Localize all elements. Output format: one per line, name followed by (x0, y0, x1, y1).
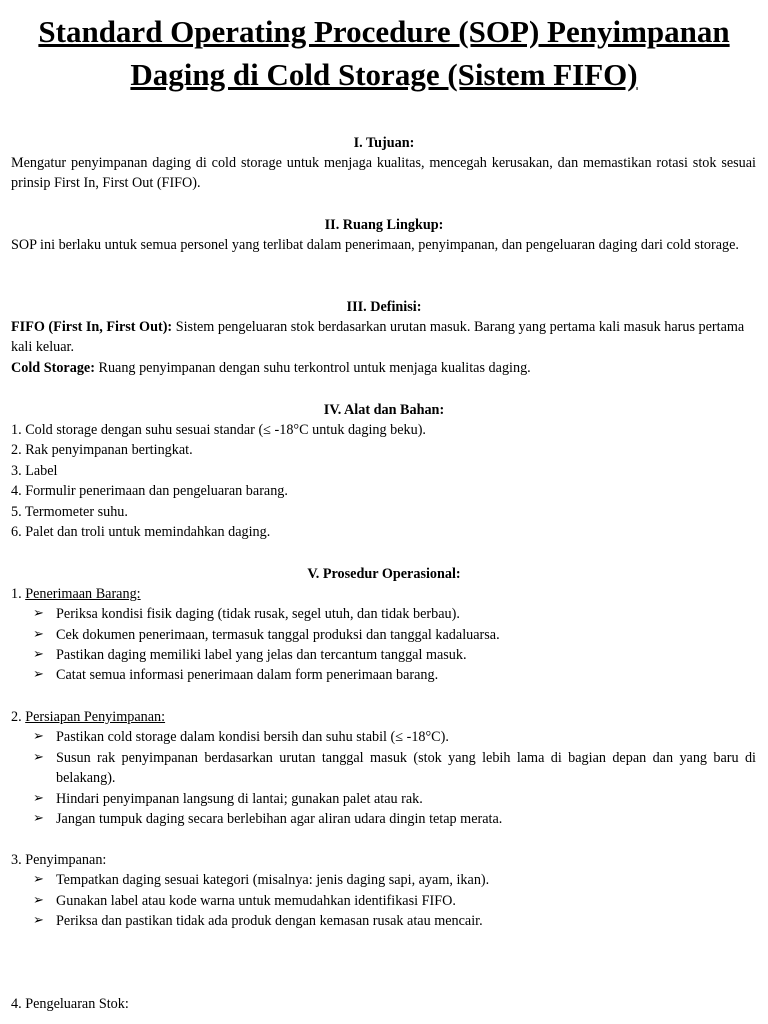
arrow-bullet-icon: ➢ (33, 749, 44, 764)
definition-fifo (11, 317, 756, 357)
definition-cold-storage (11, 358, 756, 378)
step-1-heading (11, 584, 756, 604)
list-item: Pastikan cold storage dalam kondisi bersih dan suhu stabil (≤ -18°C). (56, 729, 449, 745)
arrow-bullet-icon: ➢ (33, 871, 44, 886)
arrow-bullet-icon: ➢ (33, 892, 44, 907)
step-3-heading: 3. Penyimpanan: (11, 852, 107, 868)
section-heading-tujuan: I. Tujuan: (353, 135, 415, 151)
arrow-bullet-icon: ➢ (33, 666, 44, 681)
definition-term-cold-storage: Cold Storage: (11, 360, 95, 376)
list-item: 6. Palet dan troli untuk memindahkan daging. (11, 524, 271, 540)
list-item: 1. Cold storage dengan suhu sesuai standar (≤ -18°C untuk daging beku). (11, 422, 426, 438)
arrow-bullet-icon: ➢ (33, 912, 44, 927)
arrow-bullet-icon: ➢ (33, 810, 44, 825)
document-title (0, 10, 768, 96)
arrow-bullet-icon: ➢ (33, 646, 44, 661)
list-item: 4. Formulir penerimaan dan pengeluaran barang. (11, 483, 288, 499)
list-item: Susun rak penyimpanan berdasarkan urutan tanggal masuk (stok yang lebih lama di bagian depan dan yang baru di belakang). (56, 750, 756, 786)
title-line-1: Standard Operating Procedure (SOP) Penyimpanan (38, 14, 730, 49)
list-item: 3. Label (11, 463, 58, 479)
list-item: Hindari penyimpanan langsung di lantai; gunakan palet atau rak. (56, 791, 423, 807)
list-item: Pastikan daging memiliki label yang jelas dan tercantum tanggal masuk. (56, 647, 467, 663)
section-heading-prosedur: V. Prosedur Operasional: (307, 566, 461, 582)
definition-text-cold-storage: Ruang penyimpanan dengan suhu terkontrol untuk menjaga kualitas daging. (94, 360, 531, 376)
arrow-bullet-icon: ➢ (33, 790, 44, 805)
list-item: 2. Rak penyimpanan bertingkat. (11, 442, 193, 458)
list-item: Catat semua informasi penerimaan dalam form penerimaan barang. (56, 667, 439, 683)
list-item: Tempatkan daging sesuai kategori (misalnya: jenis daging sapi, ayam, ikan). (56, 872, 490, 888)
step-4-heading: 4. Pengeluaran Stok: (11, 996, 129, 1012)
list-item: Periksa dan pastikan tidak ada produk dengan kemasan rusak atau mencair. (56, 913, 483, 929)
list-item: Gunakan label atau kode warna untuk memudahkan identifikasi FIFO. (56, 893, 456, 909)
list-item: 5. Termometer suhu. (11, 504, 128, 520)
list-item: Periksa kondisi fisik daging (tidak rusak, segel utuh, dan tidak berbau). (56, 606, 460, 622)
arrow-bullet-icon: ➢ (33, 605, 44, 620)
step-1-title: Penerimaan Barang: (25, 586, 141, 602)
section-body-tujuan: Mengatur penyimpanan daging di cold storage untuk menjaga kualitas, mencegah kerusakan, dan memastikan rotasi stok sesuai prinsip First In, First Out (FIFO). (11, 155, 756, 191)
section-heading-definisi: III. Definisi: (346, 299, 422, 315)
definition-term-fifo: FIFO (First In, First Out): (11, 319, 173, 335)
list-item: Cek dokumen penerimaan, termasuk tanggal produksi dan tanggal kadaluarsa. (56, 627, 500, 643)
step-2-heading (11, 707, 756, 727)
section-body-ruang-lingkup: SOP ini berlaku untuk semua personel yang terlibat dalam penerimaan, penyimpanan, dan pengeluaran daging dari cold storage. (11, 237, 739, 253)
definition-text-fifo: Sistem pengeluaran stok berdasarkan urutan masuk. Barang yang pertama kali masuk harus pertama kali keluar. (11, 319, 745, 355)
step-2-number: 2. (11, 709, 26, 725)
section-heading-ruang-lingkup: II. Ruang Lingkup: (324, 217, 444, 233)
step-1-number: 1. (11, 586, 26, 602)
step-2-title: Persiapan Penyimpanan: (25, 709, 166, 725)
arrow-bullet-icon: ➢ (33, 626, 44, 641)
title-line-2: Daging di Cold Storage (Sistem FIFO) (130, 57, 638, 92)
arrow-bullet-icon: ➢ (33, 728, 44, 743)
section-heading-alat-bahan: IV. Alat dan Bahan: (323, 402, 445, 418)
list-item: Jangan tumpuk daging secara berlebihan agar aliran udara dingin tetap merata. (56, 811, 503, 827)
